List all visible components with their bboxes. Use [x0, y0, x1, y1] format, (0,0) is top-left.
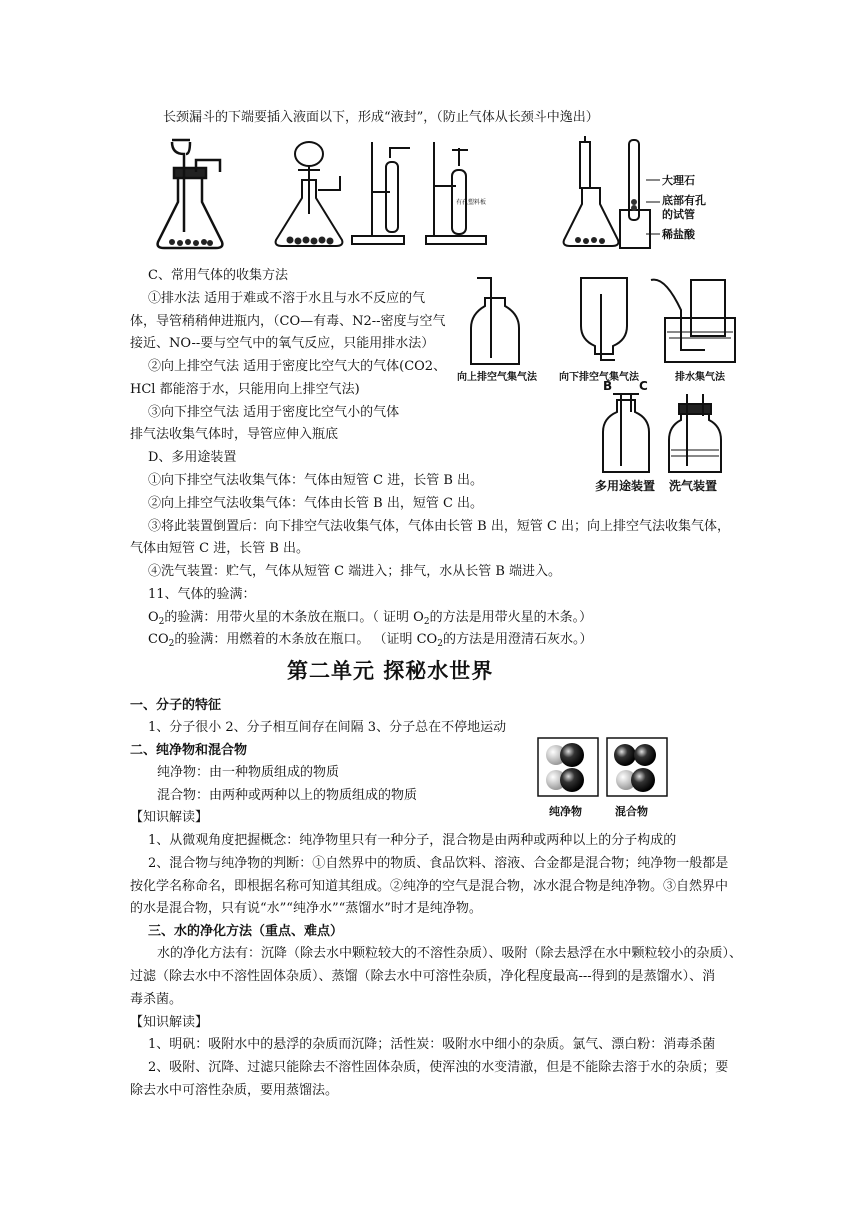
reading-2-2-line-3: 的水是混合物，只有说“水”“纯净水”“蒸馏水”时才是纯净物。 — [130, 901, 482, 916]
unit-title: 第二单元 探秘水世界 — [287, 659, 494, 683]
marble-label: 大理石 — [662, 174, 695, 187]
co2-check-line: $CO_2$的验满：用燃着的木条放在瓶口。 （证明 $CO_2$的方法是用澄清石灰水。） — [148, 632, 593, 649]
mixture-caption: 混合物 — [615, 805, 648, 818]
o2-check-line: $O_2$的验满：用带火星的木条放在瓶口。（ 证明 $O_2$的方法是用带火星的木条。） — [148, 610, 593, 627]
molecule-features: 1、分子很小 2、分子相互间存在间隔 3、分子总在不停地运动 — [148, 720, 507, 735]
upward-collection-caption: 向上排空气集气法 — [457, 372, 537, 383]
tube-hole-label-2: 的试管 — [662, 208, 695, 221]
pure-caption: 纯净物 — [549, 805, 582, 818]
pure-mixture-figure — [535, 735, 675, 825]
multi-item-2: ②向上排空气法收集气体：气体由长管 B 出，短管 C 出。 — [148, 496, 484, 511]
water-method-line-2: 体，导管稍稍伸进瓶内，（CO—有毒、N2--密度与空气 — [130, 314, 446, 329]
upward-method-line-2: HCl 都能溶于水，只能用向上排空气法) — [130, 382, 360, 397]
gas-generator-apparatus-figure — [150, 132, 750, 257]
water-method-line-3: 接近、NO--要与空气中的氧气反应，只能用排水法） — [130, 336, 435, 351]
multi-heading: D、多用途装置 — [148, 450, 237, 465]
tube-hole-label-1: 底部有孔 — [662, 194, 706, 207]
purification-line-2: 过滤（除去水中不溶性固体杂质）、蒸馏（除去水中可溶性杂质，净化程度最高---得到的是蒸馏水）、消 — [130, 969, 716, 984]
collection-heading: C、常用气体的收集方法 — [148, 268, 288, 283]
downward-method-line-1: ③向下排空气法 适用于密度比空气小的气体 — [148, 405, 400, 420]
water-collection-caption: 排水集气法 — [675, 372, 725, 383]
reading-3-2-line-1: 2、吸附、沉降、过滤只能除去不溶性固体杂质，使浑浊的水变清澈，但是不能除去溶于水的杂质；要 — [148, 1060, 729, 1075]
downward-method-line-2: 排气法收集气体时，导管应伸入瓶底 — [130, 427, 339, 442]
water-method-line-1: ①排水法 适用于难或不溶于水且与水不反应的气 — [148, 291, 426, 306]
downward-collection-caption: 向下排空气集气法 — [559, 372, 639, 383]
section-3-heading: 三、水的净化方法（重点、难点） — [148, 924, 344, 939]
purification-line-1: 水的净化方法有：沉降（除去水中颗粒较大的不溶性杂质）、吸附（除去悬浮在水中颗粒较小的杂质）、 — [157, 946, 743, 961]
gas-check-heading: 11、气体的验满： — [148, 587, 256, 602]
reading-3-1: 1、明矾：吸附水中的悬浮的杂质而沉降；活性炭：吸附水中细小的杂质。氯气、漂白粉：消毒杀菌 — [148, 1037, 716, 1052]
mixture-definition: 混合物：由两种或两种以上的物质组成的物质 — [157, 788, 418, 803]
gas-collection-figure — [455, 270, 745, 493]
section-2-heading: 二、纯净物和混合物 — [130, 743, 248, 758]
pure-definition: 纯净物：由一种物质组成的物质 — [157, 765, 340, 780]
multi-item-3-line-2: 气体由短管 C 进，长管 B 出。 — [130, 541, 310, 556]
knowledge-label-1: 【知识解读】 — [130, 810, 209, 825]
tube-b-label: B — [603, 379, 613, 393]
multi-item-4: ④洗气装置：贮气，气体从短管 C 端进入；排气，水从长管 B 端进入。 — [148, 564, 562, 579]
wash-bottle-caption: 洗气装置 — [669, 479, 718, 493]
multi-item-1: ①向下排空气法收集气体：气体由短管 C 进，长管 B 出。 — [148, 473, 484, 488]
knowledge-label-2: 【知识解读】 — [130, 1015, 209, 1030]
multi-purpose-caption: 多用途装置 — [595, 479, 656, 493]
reading-2-2-line-1: 2、混合物与纯净物的判断：①自然界中的物质、食品饮料、溶液、合金都是混合物；纯净物一般都是 — [148, 856, 729, 871]
purification-line-3: 毒杀菌。 — [130, 992, 183, 1007]
reading-3-2-line-2: 除去水中可溶性杂质，要用蒸馏法。 — [130, 1083, 339, 1098]
reading-2-1: 1、从微观角度把握概念：纯净物里只有一种分子，混合物是由两种或两种以上的分子构成的 — [148, 833, 677, 848]
perforated-plate-label: 有孔塑料板 — [456, 199, 487, 206]
upward-method-line-1: ②向上排空气法 适用于密度比空气大的气体(CO2、 — [148, 359, 447, 374]
funnel-seal-note: 长颈漏斗的下端要插入液面以下，形成“液封”，（防止气体从长颈斗中逸出） — [163, 110, 599, 125]
tube-c-label: C — [639, 379, 648, 393]
section-1-heading: 一、分子的特征 — [130, 698, 222, 713]
multi-item-3-line-1: ③将此装置倒置后：向下排空气法收集气体，气体由长管 B 出，短管 C 出；向上排空气法收集气体， — [148, 519, 731, 534]
reading-2-2-line-2: 按化学名称命名，即根据名称可知道其组成。②纯净的空气是混合物，冰水混合物是纯净物。③自然界中 — [130, 879, 729, 894]
acid-label: 稀盐酸 — [662, 228, 695, 241]
